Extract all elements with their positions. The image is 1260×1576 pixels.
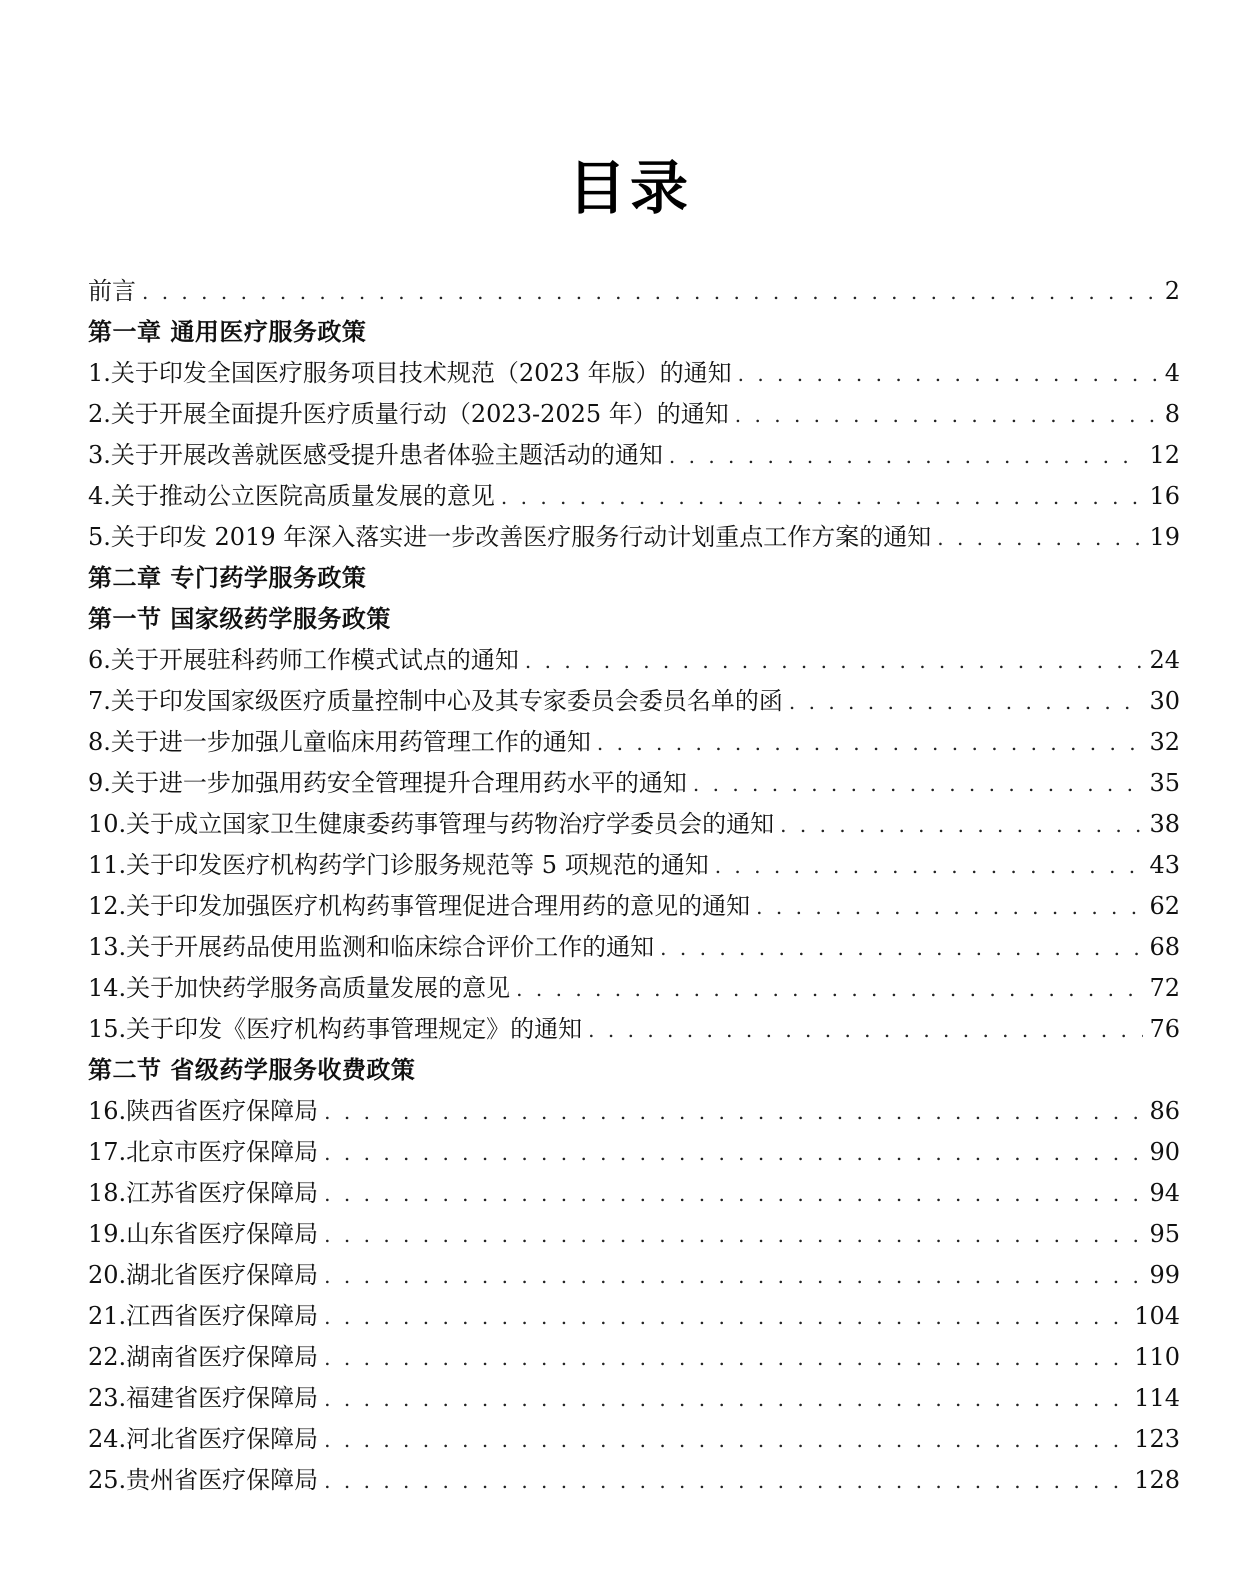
toc-dot-leader bbox=[597, 723, 1144, 764]
toc-dot-leader bbox=[738, 354, 1159, 395]
toc-entry-title: 16.陕西省医疗保障局 bbox=[88, 1097, 319, 1125]
page-title: 目录 bbox=[567, 154, 692, 222]
toc-dot-leader bbox=[324, 1092, 1143, 1133]
toc-heading-text: 第一节 国家级药学服务政策 bbox=[88, 605, 391, 633]
toc-entry[interactable] bbox=[88, 1214, 1180, 1255]
toc-entry-title: 21.江西省医疗保障局 bbox=[88, 1302, 319, 1330]
toc-dot-leader bbox=[324, 1379, 1128, 1420]
toc-dot-leader bbox=[324, 1461, 1128, 1502]
toc-dot-leader bbox=[660, 928, 1143, 969]
toc-dot-leader bbox=[324, 1133, 1143, 1174]
toc-entry-title: 9.关于进一步加强用药安全管理提升合理用药水平的通知 bbox=[88, 769, 687, 797]
toc-entry-title: 5.关于印发 2019 年深入落实进一步改善医疗服务行动计划重点工作方案的通知 bbox=[88, 523, 932, 551]
toc-dot-leader bbox=[324, 1174, 1143, 1215]
toc-entry-title: 24.河北省医疗保障局 bbox=[88, 1425, 319, 1453]
toc-page-number: 12 bbox=[1149, 441, 1180, 469]
toc-entry[interactable] bbox=[88, 1378, 1180, 1419]
toc-heading-text: 第一章 通用医疗服务政策 bbox=[88, 318, 367, 346]
toc-entry[interactable] bbox=[88, 1419, 1180, 1460]
toc-entry-title: 19.山东省医疗保障局 bbox=[88, 1220, 319, 1248]
toc-page-number: 32 bbox=[1149, 728, 1180, 756]
toc-entry[interactable] bbox=[88, 681, 1180, 722]
toc-page-number: 35 bbox=[1149, 769, 1180, 797]
toc-entry-title: 15.关于印发《医疗机构药事管理规定》的通知 bbox=[88, 1015, 583, 1043]
toc-dot-leader bbox=[693, 764, 1144, 805]
toc-entry-title: 13.关于开展药品使用监测和临床综合评价工作的通知 bbox=[88, 933, 655, 961]
toc-page-number: 114 bbox=[1134, 1384, 1180, 1412]
toc-dot-leader bbox=[324, 1215, 1143, 1256]
toc-entry[interactable] bbox=[88, 394, 1180, 435]
toc-dot-leader bbox=[324, 1338, 1128, 1379]
toc-entry[interactable] bbox=[88, 804, 1180, 845]
toc-entry-title: 17.北京市医疗保障局 bbox=[88, 1138, 319, 1166]
toc-page-number: 19 bbox=[1149, 523, 1180, 551]
toc-entry[interactable] bbox=[88, 1296, 1180, 1337]
toc-entry[interactable] bbox=[88, 1132, 1180, 1173]
toc-entry-title: 6.关于开展驻科药师工作模式试点的通知 bbox=[88, 646, 519, 674]
toc-entry-title: 10.关于成立国家卫生健康委药事管理与药物治疗学委员会的通知 bbox=[88, 810, 775, 838]
toc-page-number: 2 bbox=[1164, 277, 1180, 305]
toc-entry[interactable] bbox=[88, 640, 1180, 681]
toc-page-number: 76 bbox=[1149, 1015, 1180, 1043]
toc-dot-leader bbox=[516, 969, 1143, 1010]
toc-section-heading bbox=[88, 599, 1180, 640]
toc-page-number: 30 bbox=[1149, 687, 1180, 715]
toc-page-number: 110 bbox=[1134, 1343, 1180, 1371]
toc-entry-title: 7.关于印发国家级医疗质量控制中心及其专家委员会委员名单的函 bbox=[88, 687, 783, 715]
toc-dot-leader bbox=[756, 887, 1143, 928]
toc-entry-title: 23.福建省医疗保障局 bbox=[88, 1384, 319, 1412]
toc-entry-title: 22.湖南省医疗保障局 bbox=[88, 1343, 319, 1371]
toc-entry[interactable] bbox=[88, 845, 1180, 886]
toc-dot-leader bbox=[780, 805, 1143, 846]
toc-entry[interactable] bbox=[88, 886, 1180, 927]
toc-entry[interactable] bbox=[88, 1255, 1180, 1296]
toc-entry-title: 18.江苏省医疗保障局 bbox=[88, 1179, 319, 1207]
toc-page-number: 62 bbox=[1149, 892, 1180, 920]
toc-dot-leader bbox=[142, 272, 1159, 313]
toc-entry[interactable] bbox=[88, 476, 1180, 517]
toc-section-heading bbox=[88, 312, 1180, 353]
toc-page-number: 43 bbox=[1149, 851, 1180, 879]
toc-entry[interactable] bbox=[88, 722, 1180, 763]
toc-entry[interactable] bbox=[88, 517, 1180, 558]
toc-entry[interactable] bbox=[88, 435, 1180, 476]
toc-dot-leader bbox=[525, 641, 1144, 682]
table-of-contents bbox=[88, 271, 1180, 1501]
toc-dot-leader bbox=[324, 1297, 1128, 1338]
toc-page-number: 99 bbox=[1149, 1261, 1180, 1289]
toc-entry[interactable] bbox=[88, 763, 1180, 804]
toc-page-number: 90 bbox=[1149, 1138, 1180, 1166]
toc-page-number: 4 bbox=[1164, 359, 1180, 387]
toc-entry-title: 2.关于开展全面提升医疗质量行动（2023-2025 年）的通知 bbox=[88, 400, 729, 428]
toc-entry[interactable] bbox=[88, 927, 1180, 968]
toc-entry-title: 4.关于推动公立医院高质量发展的意见 bbox=[88, 482, 495, 510]
toc-entry-title: 前言 bbox=[88, 277, 136, 305]
toc-entry[interactable] bbox=[88, 1337, 1180, 1378]
toc-section-heading bbox=[88, 1050, 1180, 1091]
toc-page-number: 16 bbox=[1149, 482, 1180, 510]
toc-entry[interactable] bbox=[88, 271, 1180, 312]
toc-page-number: 24 bbox=[1149, 646, 1180, 674]
toc-page-number: 8 bbox=[1164, 400, 1180, 428]
toc-entry-title: 1.关于印发全国医疗服务项目技术规范（2023 年版）的通知 bbox=[88, 359, 732, 387]
toc-entry-title: 12.关于印发加强医疗机构药事管理促进合理用药的意见的通知 bbox=[88, 892, 751, 920]
toc-dot-leader bbox=[937, 518, 1143, 559]
toc-dot-leader bbox=[501, 477, 1144, 518]
toc-page-number: 123 bbox=[1134, 1425, 1180, 1453]
toc-entry-title: 11.关于印发医疗机构药学门诊服务规范等 5 项规范的通知 bbox=[88, 851, 709, 879]
toc-entry-title: 3.关于开展改善就医感受提升患者体验主题活动的通知 bbox=[88, 441, 663, 469]
toc-dot-leader bbox=[789, 682, 1144, 723]
toc-entry[interactable] bbox=[88, 1173, 1180, 1214]
toc-heading-text: 第二章 专门药学服务政策 bbox=[88, 564, 367, 592]
toc-page-number: 128 bbox=[1134, 1466, 1180, 1494]
toc-page-number: 86 bbox=[1149, 1097, 1180, 1125]
toc-section-heading bbox=[88, 558, 1180, 599]
toc-entry[interactable] bbox=[88, 1460, 1180, 1501]
toc-page-number: 72 bbox=[1149, 974, 1180, 1002]
toc-entry[interactable] bbox=[88, 968, 1180, 1009]
toc-page-number: 68 bbox=[1149, 933, 1180, 961]
toc-entry-title: 20.湖北省医疗保障局 bbox=[88, 1261, 319, 1289]
toc-dot-leader bbox=[588, 1010, 1143, 1051]
toc-page-number: 104 bbox=[1134, 1302, 1180, 1330]
toc-entry[interactable] bbox=[88, 1009, 1180, 1050]
toc-dot-leader bbox=[324, 1256, 1143, 1297]
toc-dot-leader bbox=[735, 395, 1159, 436]
toc-dot-leader bbox=[715, 846, 1144, 887]
toc-entry-title: 14.关于加快药学服务高质量发展的意见 bbox=[88, 974, 511, 1002]
toc-entry[interactable] bbox=[88, 1091, 1180, 1132]
toc-entry-title: 8.关于进一步加强儿童临床用药管理工作的通知 bbox=[88, 728, 591, 756]
toc-page-number: 95 bbox=[1149, 1220, 1180, 1248]
toc-entry-title: 25.贵州省医疗保障局 bbox=[88, 1466, 319, 1494]
toc-dot-leader bbox=[324, 1420, 1128, 1461]
toc-page-number: 38 bbox=[1149, 810, 1180, 838]
toc-entry[interactable] bbox=[88, 353, 1180, 394]
toc-dot-leader bbox=[669, 436, 1144, 477]
toc-heading-text: 第二节 省级药学服务收费政策 bbox=[88, 1056, 416, 1084]
toc-page-number: 94 bbox=[1149, 1179, 1180, 1207]
